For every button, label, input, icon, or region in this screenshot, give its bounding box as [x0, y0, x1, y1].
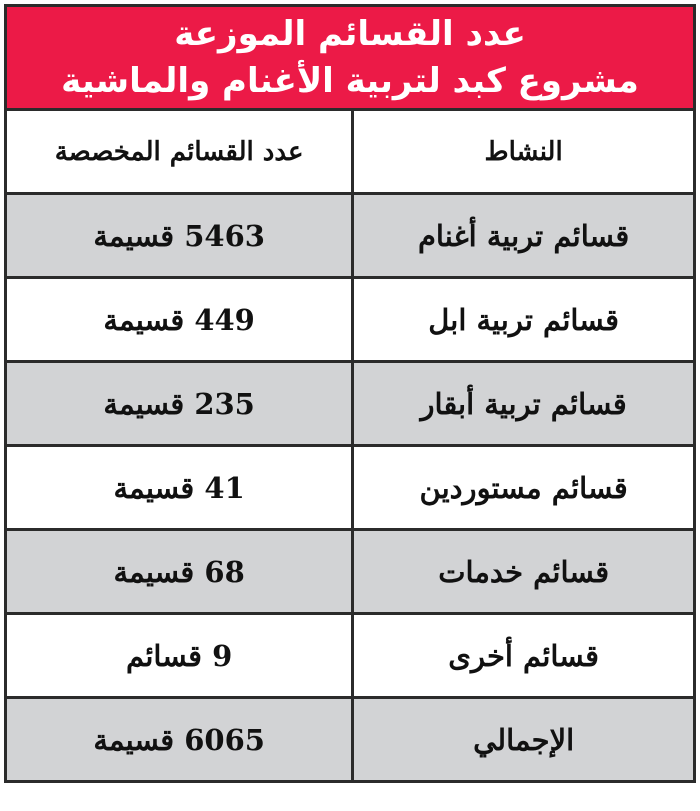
table-row-services: [6, 530, 695, 614]
table-row-cattle: [6, 362, 695, 446]
activity-cell: قسائم تربية أغنام: [353, 194, 695, 278]
title-line-2: مشروع كبد لتربية الأغنام والماشية: [61, 60, 639, 101]
table-row-total: [6, 698, 695, 782]
count-cell: 449 قسيمة: [6, 278, 353, 362]
table-row-sheep: [6, 194, 695, 278]
activity-cell: قسائم خدمات: [353, 530, 695, 614]
table-row-other: [6, 614, 695, 698]
total-count-cell: 6065 قسيمة: [6, 698, 353, 782]
count-cell: 41 قسيمة: [6, 446, 353, 530]
table-row-importers: [6, 446, 695, 530]
table-row-camels: [6, 278, 695, 362]
table-body: [6, 194, 695, 782]
activity-cell: قسائم تربية ابل: [353, 278, 695, 362]
activity-cell: قسائم أخرى: [353, 614, 695, 698]
count-cell: 9 قسائم: [6, 614, 353, 698]
header-row: [6, 110, 695, 194]
total-label-cell: الإجمالي: [353, 698, 695, 782]
col-header-count: عدد القسائم المخصصة: [6, 110, 353, 194]
vouchers-table: [4, 108, 696, 783]
count-cell: 235 قسيمة: [6, 362, 353, 446]
title-line-1: عدد القسائم الموزعة: [174, 13, 526, 54]
table-title-banner: [4, 4, 696, 108]
activity-cell: قسائم مستوردين: [353, 446, 695, 530]
col-header-activity: النشاط: [353, 110, 695, 194]
count-cell: 5463 قسيمة: [6, 194, 353, 278]
activity-cell: قسائم تربية أبقار: [353, 362, 695, 446]
table-header: [6, 110, 695, 194]
count-cell: 68 قسيمة: [6, 530, 353, 614]
